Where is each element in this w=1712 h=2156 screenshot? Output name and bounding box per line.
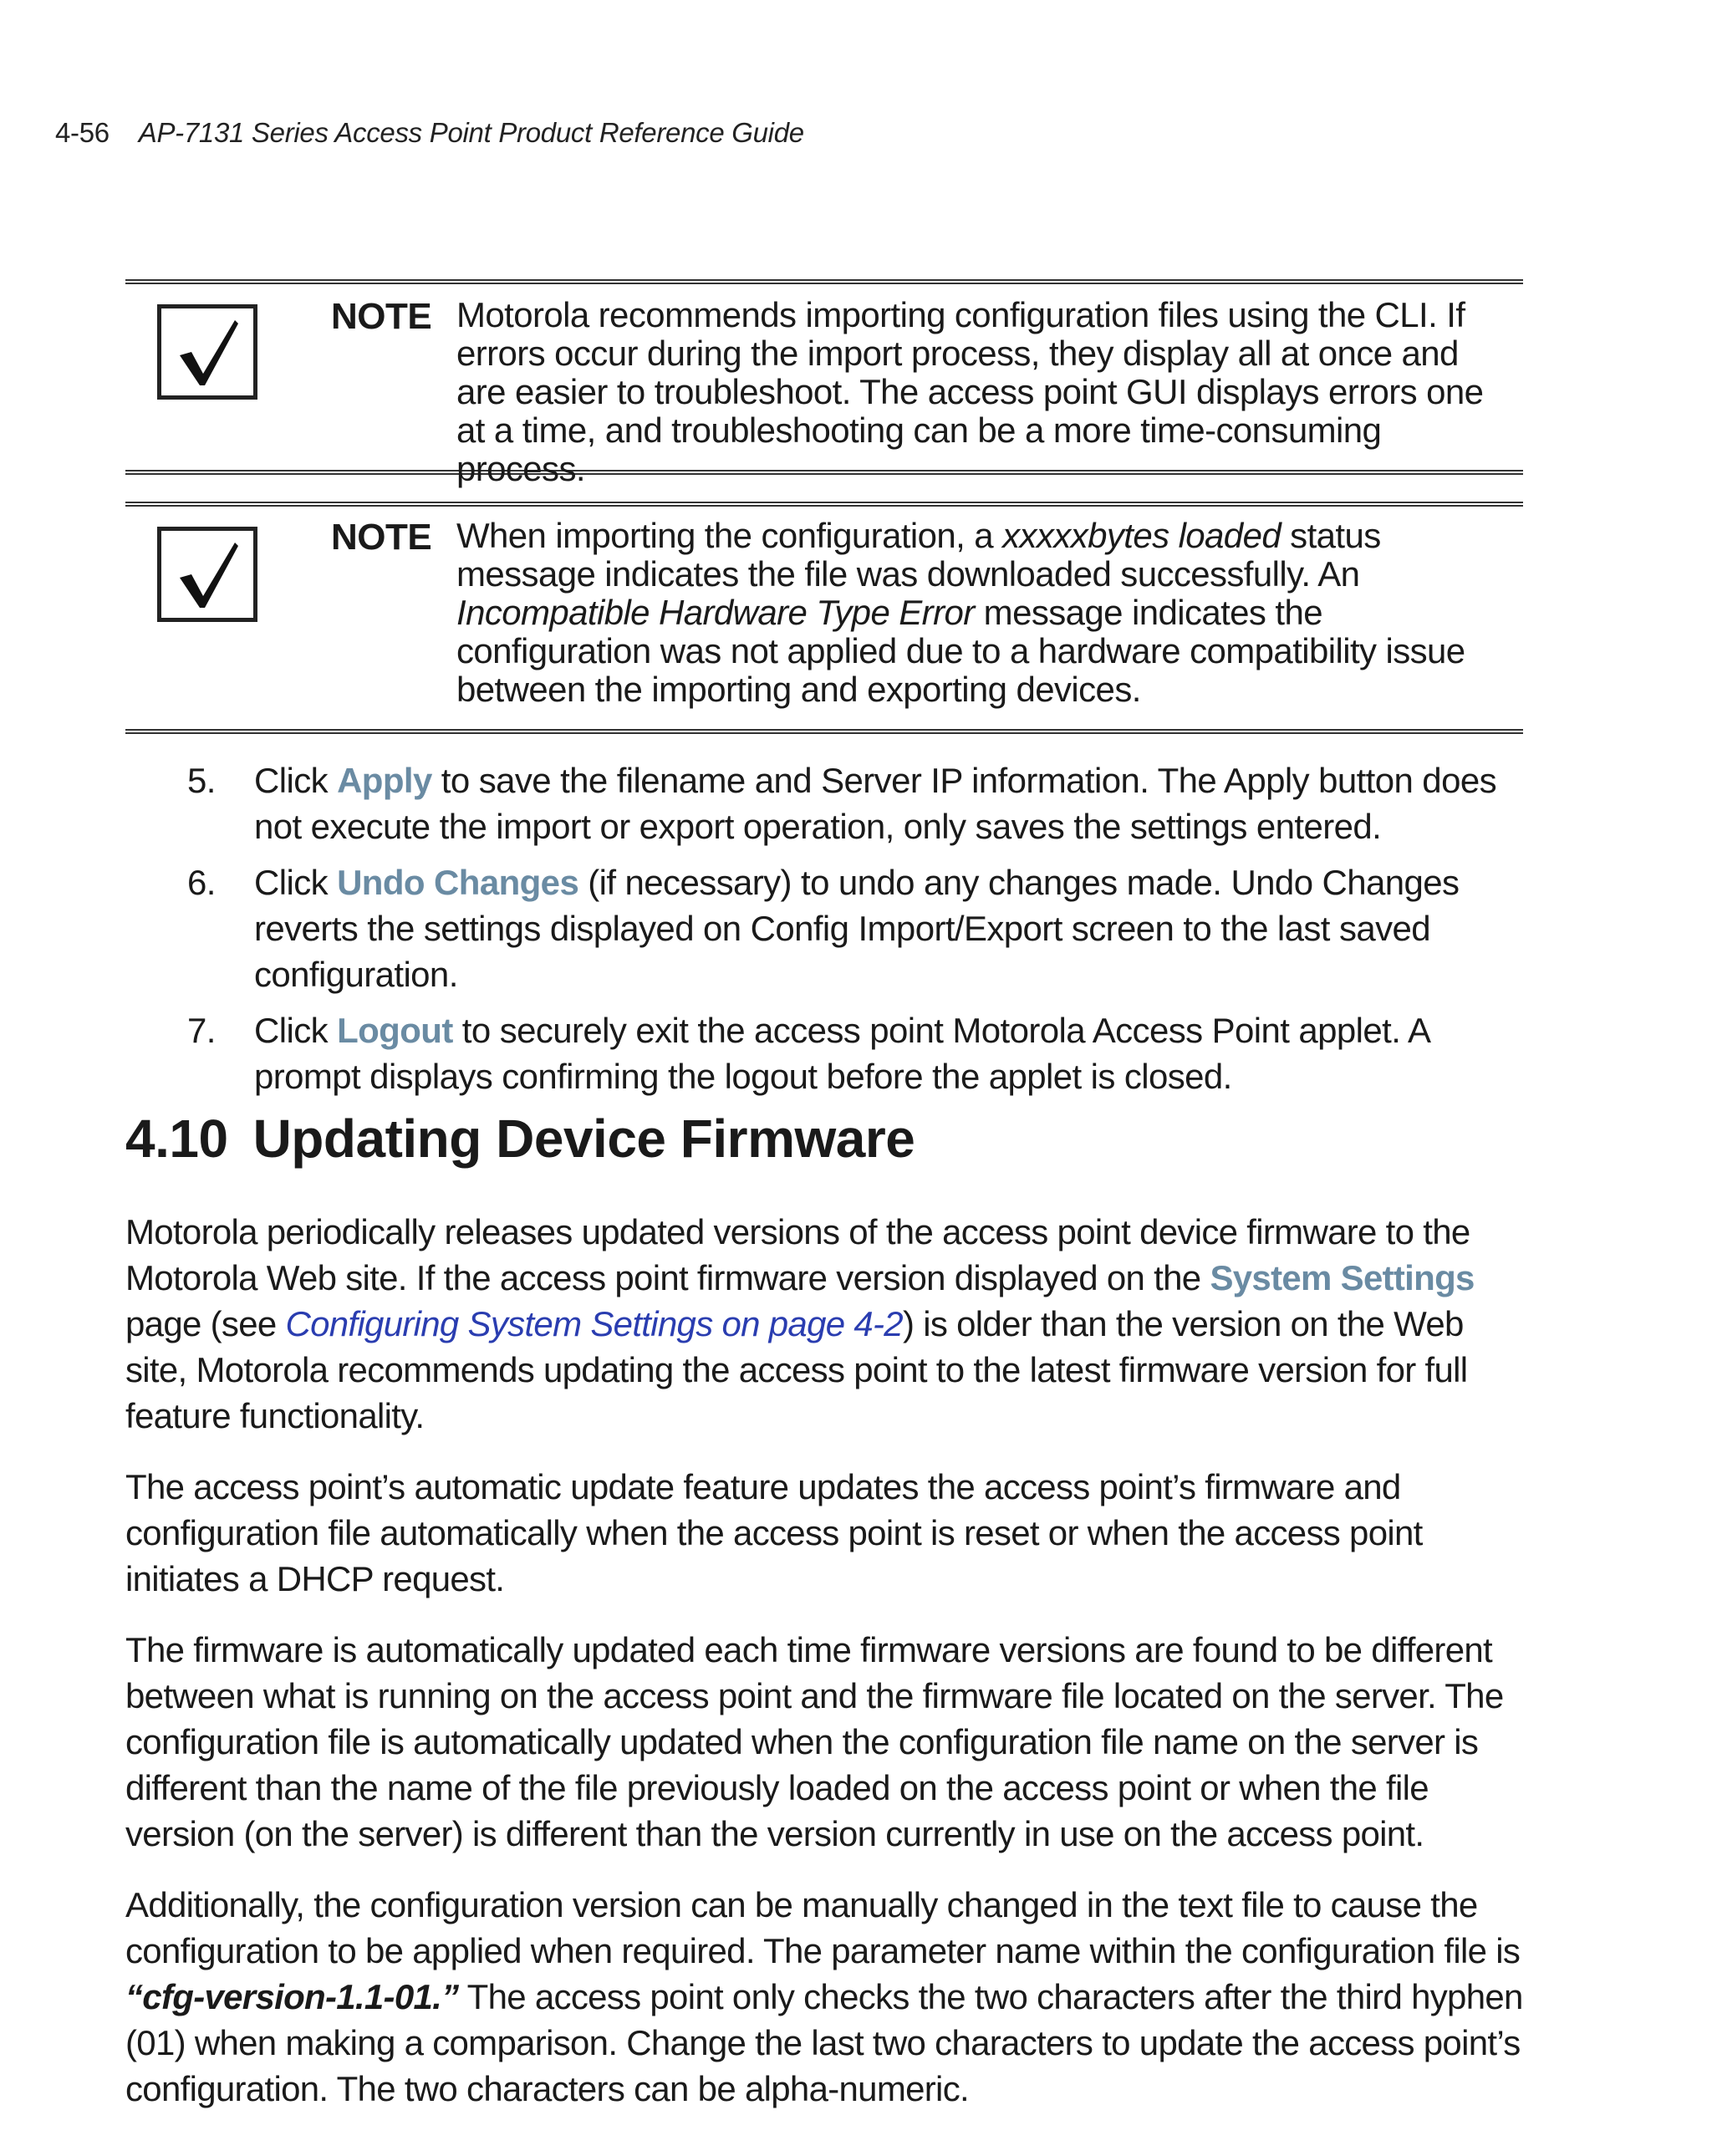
checkmark-icon — [161, 308, 253, 395]
apply-ui-reference: Apply — [337, 761, 432, 800]
paragraph: The firmware is automatically updated each time firmware versions are found to be different between what is running on the access point and the firmware file located on the server. The configuration file is automatically updated when the configuration file name on the server is different than the name of the file previously loaded on the access point or when the file version (on the server) is different than the version currently in use on the access point. — [125, 1630, 1504, 1853]
step-text: to securely exit the access point Motorola Access Point applet. A prompt displays confirming the logout before the applet is closed. — [254, 1011, 1429, 1096]
paragraph — [125, 1882, 1530, 2112]
note-text: Motorola recommends importing configuration files using the CLI. If errors occur during the import process, they display all at once and are easier to troubleshoot. The access point GUI displays errors one at a time, and troubleshooting can be a more time-consuming process. — [456, 295, 1484, 488]
paragraph-text: Additionally, the configuration version can be manually changed in the text file to cause the configuration to be applied when required. The parameter name within the configuration file is — [125, 1885, 1521, 1970]
note-text-segment: message indicates the configuration was not applied due to a hardware compatibility issue between the importing and exporting devices. — [456, 593, 1465, 709]
note-box — [125, 502, 1523, 734]
section-heading — [125, 1108, 915, 1170]
status-message-term: xxxxxbytes loaded — [1002, 516, 1281, 555]
note-text — [456, 517, 1493, 709]
step-text: Click — [254, 1011, 338, 1050]
undo-changes-ui-reference: Undo Changes — [337, 863, 579, 902]
step-item — [125, 757, 1530, 849]
paragraph-text: Motorola periodically releases updated versions of the access point device firmware to the Motorola Web site. If the access point firmware version displayed on the — [125, 1212, 1470, 1297]
note-checkmark — [157, 304, 257, 400]
system-settings-ui-reference: System Settings — [1210, 1258, 1475, 1297]
paragraph — [125, 1209, 1530, 1439]
step-item — [125, 1007, 1530, 1099]
step-text: to save the filename and Server IP information. The Apply button does not execute the import or export operation, only saves the settings entered. — [254, 761, 1496, 846]
paragraph-text: The access point only checks the two characters after the third hyphen (01) when making a comparison. Change the last two characters to update the access point’s configuration. The two characters can be alpha-numeric. — [125, 1977, 1523, 2108]
guide-title: AP-7131 Series Access Point Product Reference Guide — [138, 117, 804, 148]
note-text-segment: status message indicates the file was downloaded successfully. An — [456, 516, 1381, 594]
step-number: 7. — [187, 1011, 216, 1050]
step-text: (if necessary) to undo any changes made. Undo Changes reverts the settings displayed on Config Import/Export screen to the last saved configuration. — [254, 863, 1460, 994]
error-message-term: Incompatible Hardware Type Error — [456, 593, 975, 632]
section-number: 4.10 — [125, 1109, 228, 1169]
cross-reference-link[interactable]: Configuring System Settings on page 4-2 — [285, 1304, 903, 1343]
step-item — [125, 859, 1530, 997]
note-label: NOTE — [331, 517, 432, 558]
step-number: 5. — [187, 761, 216, 800]
paragraph-text: page (see — [125, 1304, 286, 1343]
paragraph-text: ) is older than the version on the Web site, Motorola recommends updating the access point to the latest firmware version for full feature functionality. — [125, 1304, 1468, 1435]
paragraph: The access point’s automatic update feature updates the access point’s firmware and configuration file automatically when the access point is reset or when the access point initiates a DHCP request. — [125, 1467, 1423, 1598]
step-number: 6. — [187, 863, 216, 902]
step-text: Click — [254, 761, 338, 800]
step-text: Click — [254, 863, 338, 902]
logout-ui-reference: Logout — [337, 1011, 453, 1050]
running-header — [55, 117, 804, 149]
page-number: 4-56 — [55, 117, 110, 148]
note-checkmark — [157, 527, 257, 622]
section-body — [125, 1209, 1530, 2137]
note-label: NOTE — [331, 296, 432, 337]
note-text-segment: When importing the configuration, a — [456, 516, 1003, 555]
section-title-text: Updating Device Firmware — [252, 1109, 915, 1169]
note-box — [125, 279, 1523, 488]
checkmark-icon — [161, 531, 253, 618]
procedure-steps — [125, 757, 1530, 1109]
parameter-name: “cfg-version-1.1-01.” — [125, 1977, 459, 2016]
